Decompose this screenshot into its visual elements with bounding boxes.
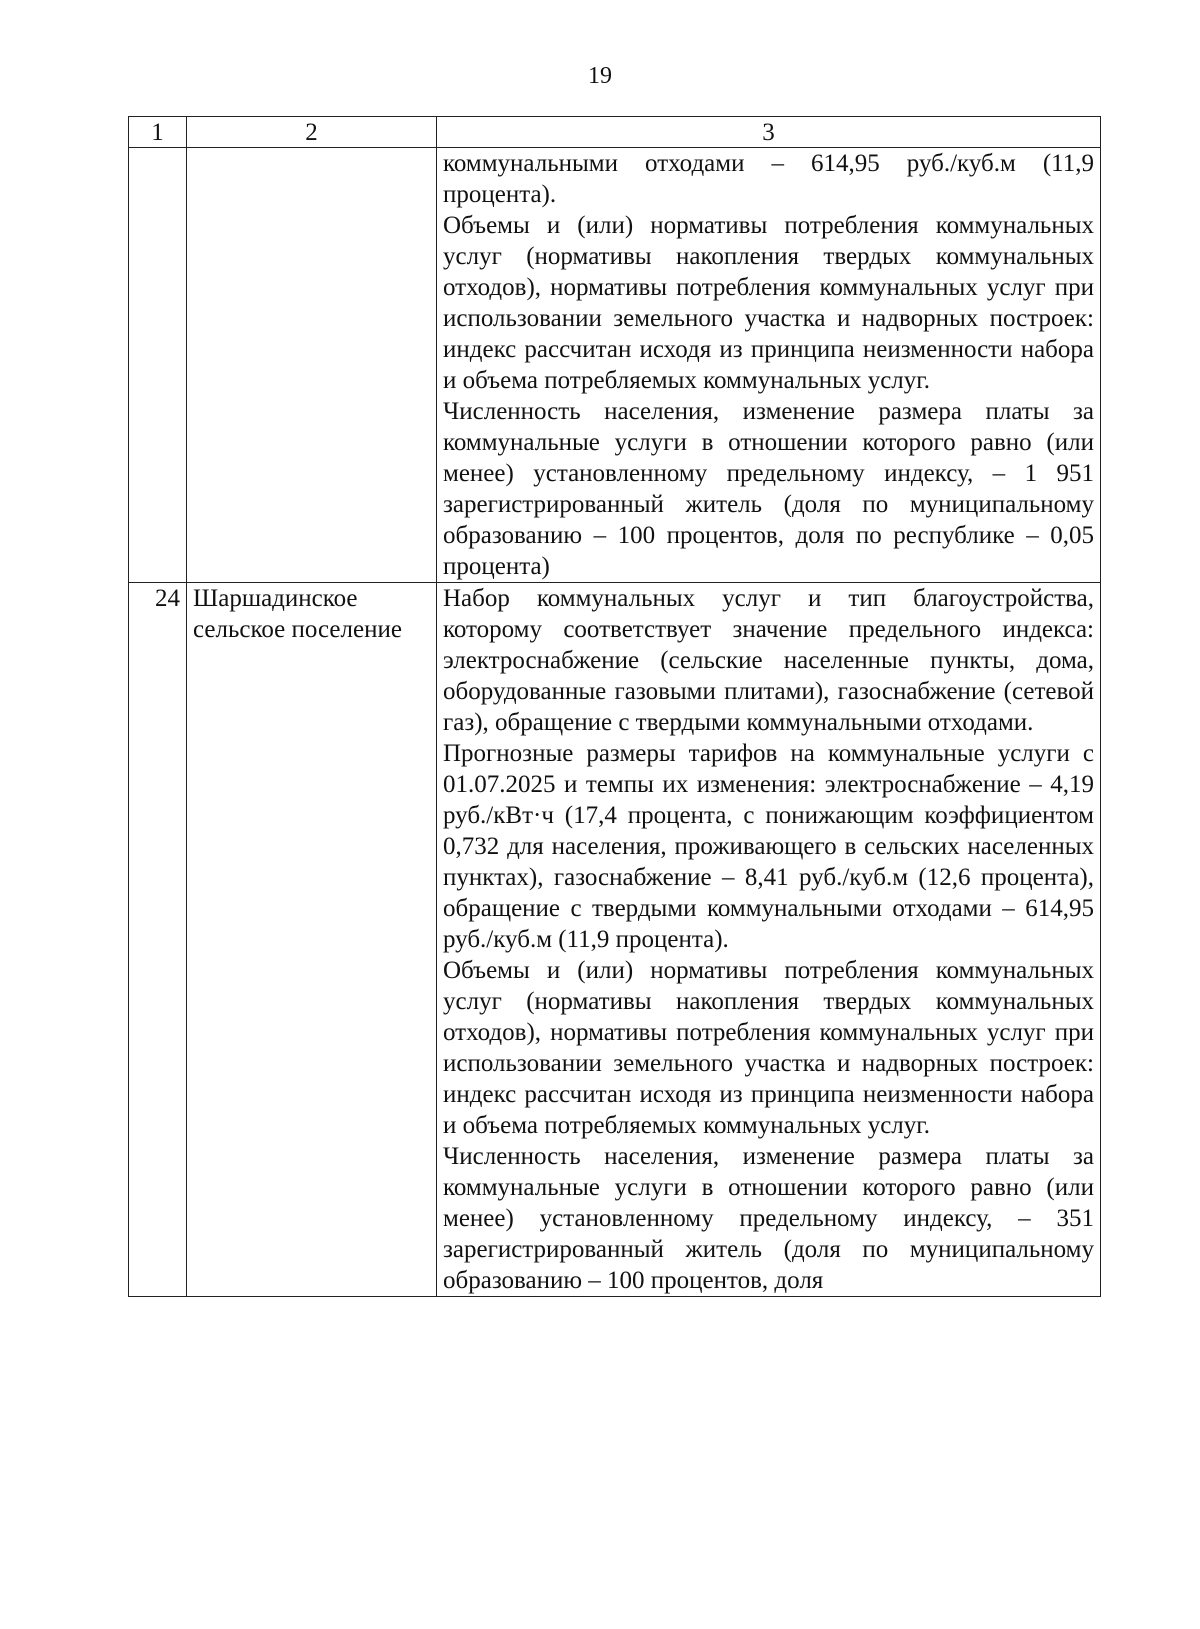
header-col-1: 1 (129, 117, 187, 148)
row-description (437, 583, 1101, 1297)
description-paragraph: Объемы и (или) нормативы потребления коммунальных услуг (нормативы накопления твердых коммунальных отходов), нормативы потребления коммунальных услуг при использовании земельного участка и надворных построек: индекс рассчитан исходя из принципа неизменности набора и объема потребляемых коммунальных услуг. (443, 957, 1094, 1139)
table-row (129, 148, 1101, 583)
row-municipality-name (187, 148, 437, 583)
table-header-row (129, 117, 1101, 148)
description-paragraph: Объемы и (или) нормативы потребления коммунальных услуг (нормативы накопления твердых коммунальных отходов), нормативы потребления коммунальных услуг при использовании земельного участка и надворных построек: индекс рассчитан исходя из принципа неизменности набора и объема потребляемых коммунальных услуг. (443, 212, 1094, 394)
header-col-3: 3 (437, 117, 1101, 148)
page-number: 19 (588, 63, 612, 89)
row-number (129, 148, 187, 583)
row-description (437, 148, 1101, 583)
description-paragraph: Численность населения, изменение размера платы за коммунальные услуги в отношении которого равно (или менее) установленному предельному индексу, – 351 зарегистрированный житель (доля по муниципальному образованию – 100 процентов, доля (443, 1143, 1094, 1294)
row-municipality-name: Шаршадинское сельское поселение (187, 583, 437, 1297)
table-row (129, 583, 1101, 1297)
row-number: 24 (129, 583, 187, 1297)
description-paragraph: Численность населения, изменение размера платы за коммунальные услуги в отношении которого равно (или менее) установленному предельному индексу, – 1 951 зарегистрированный житель (доля по муниципальному образованию – 100 процентов, доля по республике – 0,05 процента) (443, 398, 1094, 580)
description-paragraph: Набор коммунальных услуг и тип благоустройства, которому соответствует значение предельного индекса: электроснабжение (сельские населенные пункты, дома, оборудованные газовыми плитами), газоснабжение (сетевой газ), обращение с твердыми коммунальными отходами. (443, 585, 1094, 736)
header-col-2: 2 (187, 117, 437, 148)
description-paragraph: коммунальными отходами – 614,95 руб./куб.м (11,9 процента). (443, 150, 1094, 208)
tariff-table (128, 116, 1101, 1297)
description-paragraph: Прогнозные размеры тарифов на коммунальные услуги с 01.07.2025 и темпы их изменения: электроснабжение – 4,19 руб./кВт·ч (17,4 процента, с понижающим коэффициентом 0,732 для населения, проживающего в сельских населенных пунктах), газоснабжение – 8,41 руб./куб.м (12,6 процента), обращение с твердыми коммунальными отходами – 614,95 руб./куб.м (11,9 процента). (443, 740, 1094, 953)
